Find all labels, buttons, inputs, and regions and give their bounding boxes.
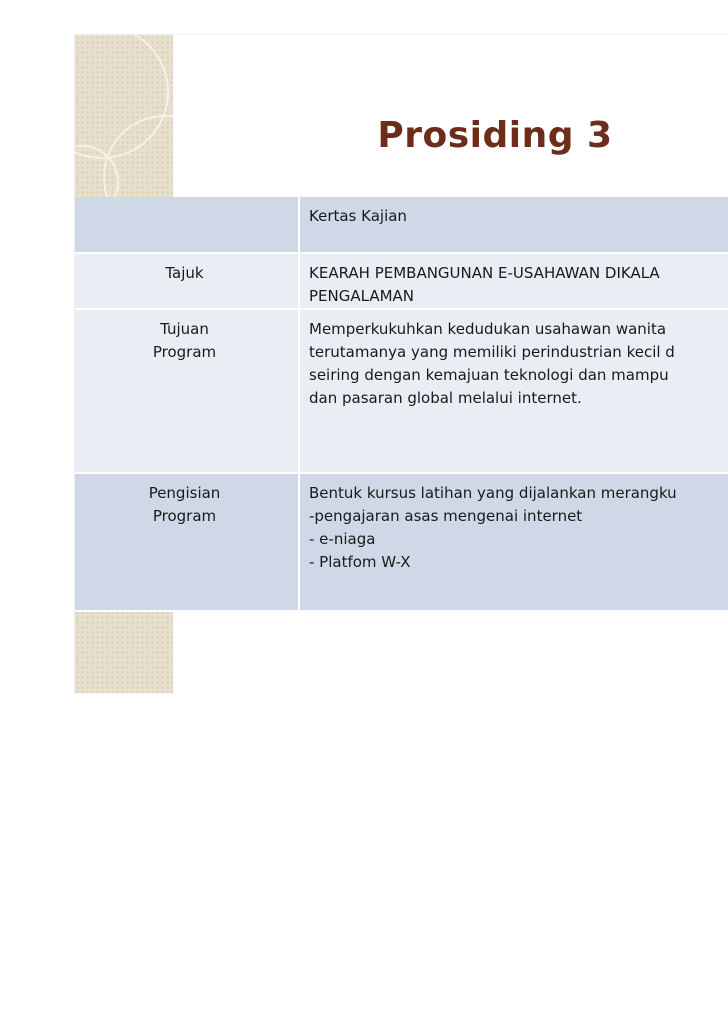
row-value — [299, 197, 728, 253]
slide — [74, 34, 728, 693]
label-line: Program — [152, 343, 217, 361]
row-label — [75, 197, 299, 253]
label-line: Program — [152, 507, 217, 525]
value-line: - e-niaga — [309, 530, 376, 548]
value-line: -pengajaran asas mengenai internet — [309, 507, 583, 525]
table-row — [75, 197, 728, 253]
label-line: Tujuan — [160, 320, 209, 338]
info-table — [75, 197, 728, 612]
slide-title: Prosiding 3 — [377, 115, 613, 156]
value-line: Kertas Kajian — [309, 207, 407, 225]
decorative-pattern-bottom — [75, 605, 173, 693]
table-row — [75, 253, 728, 309]
row-value — [299, 473, 728, 611]
value-line: - Platfom W-X — [309, 553, 411, 571]
value-line: seiring dengan kemajuan teknologi dan mampu — [309, 366, 669, 384]
row-label — [75, 473, 299, 611]
label-line: Tajuk — [165, 264, 204, 282]
value-line: terutamanya yang memiliki perindustrian kecil d — [309, 343, 675, 361]
table-row — [75, 309, 728, 473]
row-value — [299, 309, 728, 473]
value-line: Bentuk kursus latihan yang dijalankan merangku — [309, 484, 677, 502]
value-line: KEARAH PEMBANGUNAN E-USAHAWAN DIKALA — [309, 264, 660, 282]
value-line: dan pasaran global melalui internet. — [309, 389, 582, 407]
value-line: PENGALAMAN — [309, 287, 415, 305]
label-line: Pengisian — [148, 484, 221, 502]
row-label — [75, 309, 299, 473]
table-row — [75, 473, 728, 611]
value-line: Memperkukuhkan kedudukan usahawan wanita — [309, 320, 667, 338]
row-value — [299, 253, 728, 309]
row-label — [75, 253, 299, 309]
